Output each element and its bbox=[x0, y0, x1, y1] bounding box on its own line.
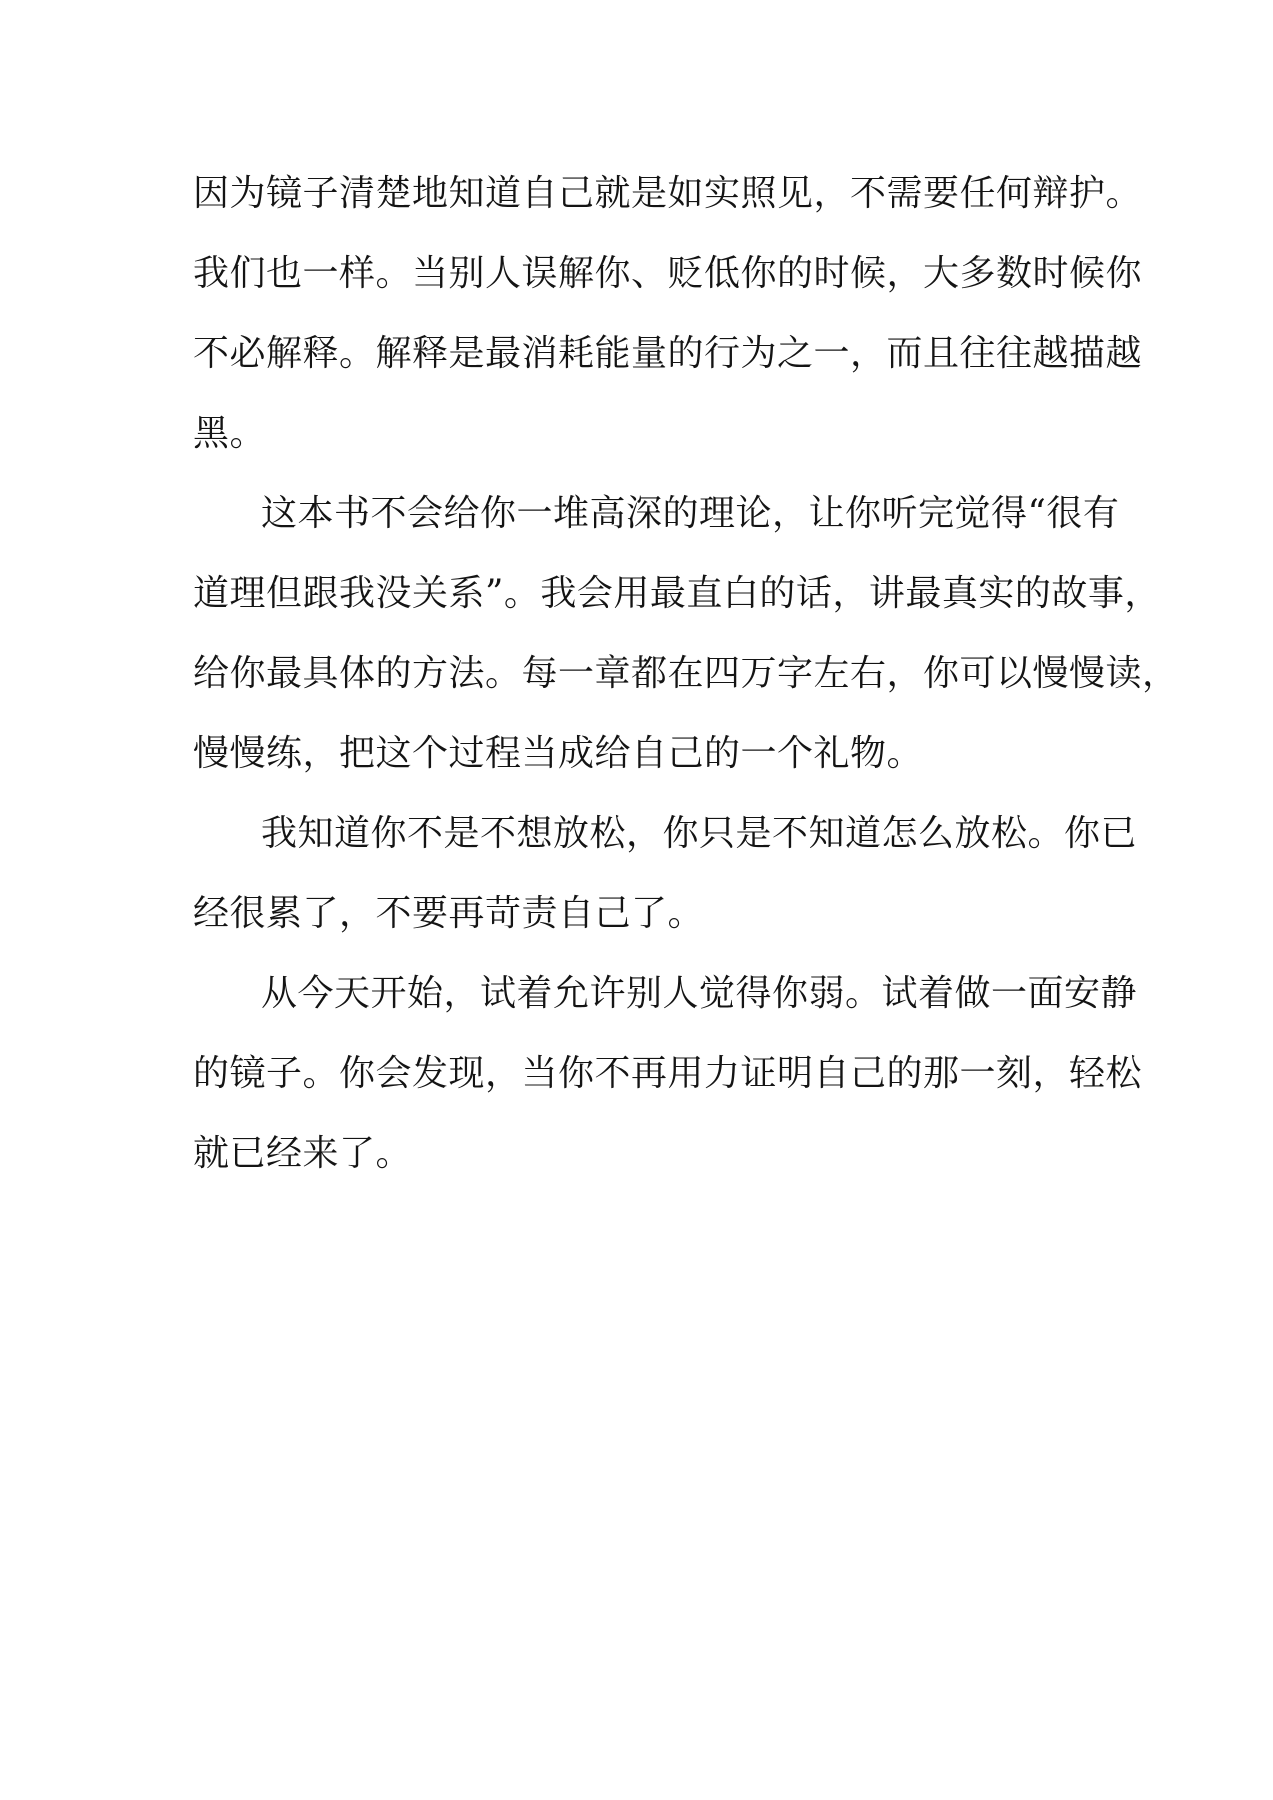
text-line: 就已经来了。 bbox=[193, 1133, 413, 1174]
text-line: 道理但跟我没关系”。我会用最直白的话，讲最真实的故事， bbox=[193, 573, 1161, 614]
paragraph-3 bbox=[193, 810, 1138, 938]
body-text bbox=[193, 170, 1179, 1210]
text-line: 不必解释。解释是最消耗能量的行为之一，而且往往越描越 bbox=[193, 333, 1143, 374]
text-line: 我们也一样。当别人误解你、贬低你的时候，大多数时候你 bbox=[193, 253, 1143, 294]
text-line: 这本书不会给你一堆高深的理论，让你听完觉得“很有 bbox=[261, 493, 1120, 534]
text-line: 的镜子。你会发现，当你不再用力证明自己的那一刻，轻松 bbox=[193, 1053, 1143, 1094]
text-line: 经很累了，不要再苛责自己了。 bbox=[193, 893, 705, 934]
text-line: 因为镜子清楚地知道自己就是如实照见，不需要任何辩护。 bbox=[193, 173, 1143, 214]
text-line: 慢慢练，把这个过程当成给自己的一个礼物。 bbox=[193, 733, 924, 774]
paragraph-1 bbox=[193, 170, 1143, 458]
paragraph-2 bbox=[193, 490, 1179, 778]
text-line: 给你最具体的方法。每一章都在四万字左右，你可以慢慢读， bbox=[193, 653, 1179, 694]
text-line: 我知道你不是不想放松，你只是不知道怎么放松。你已 bbox=[261, 813, 1138, 854]
text-line: 黑。 bbox=[193, 413, 267, 454]
paragraph-4 bbox=[193, 970, 1143, 1178]
text-line: 从今天开始，试着允许别人觉得你弱。试着做一面安静 bbox=[261, 973, 1138, 1014]
